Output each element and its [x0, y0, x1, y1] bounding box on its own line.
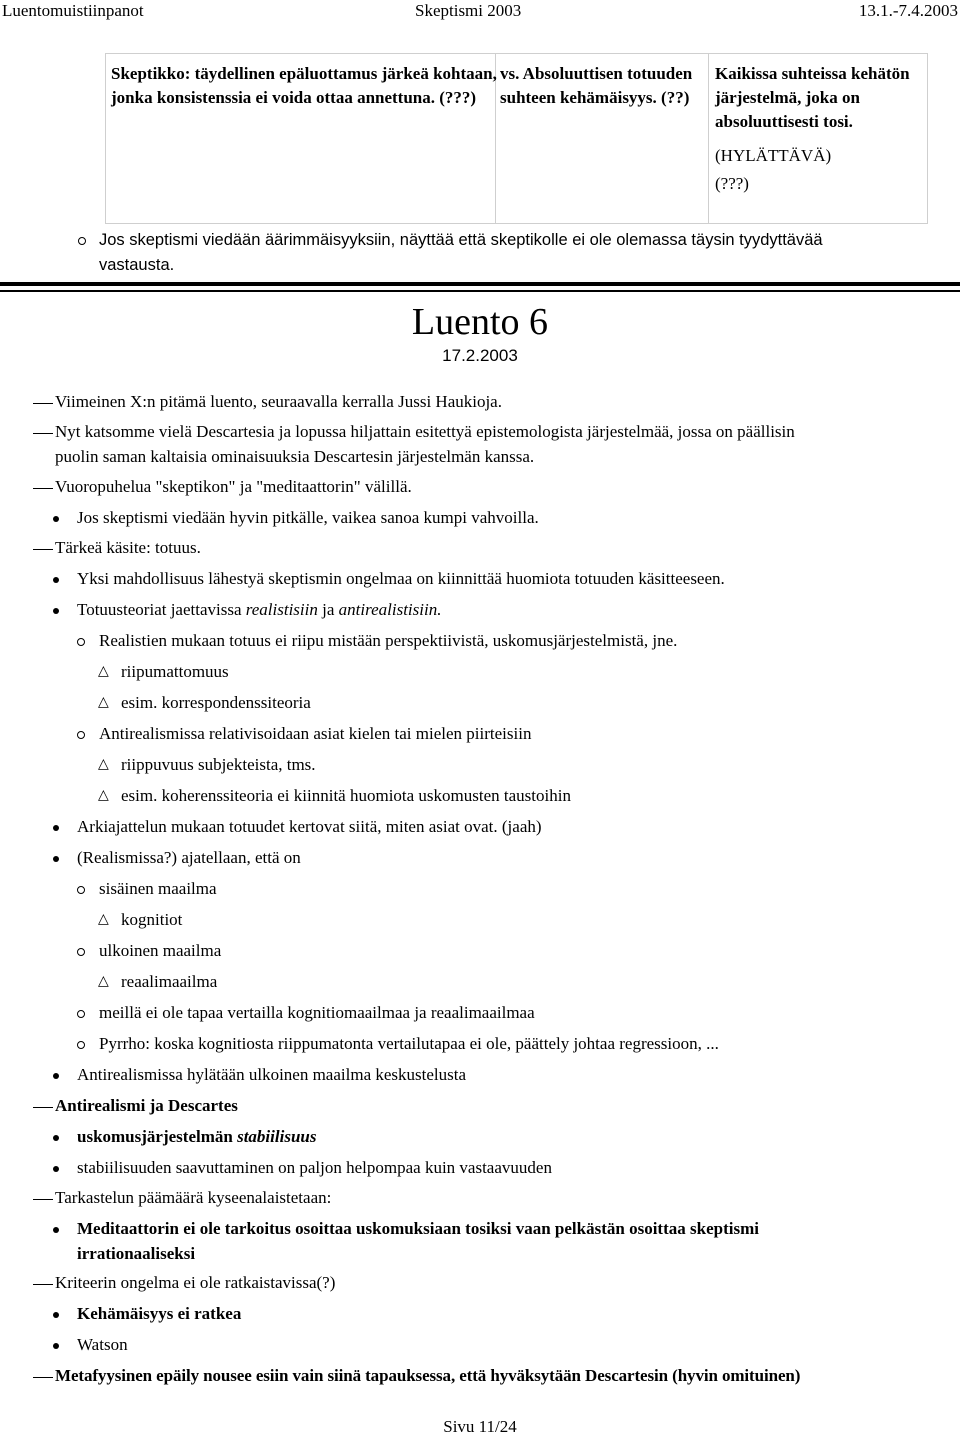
circle-marker — [77, 1000, 85, 1025]
table-cell-circularity: vs. Absoluuttisen totuuden suhteen kehämäisyys. (??) — [500, 64, 693, 107]
list-item: reaalimaailma — [121, 972, 218, 991]
list-item: Arkiajattelun mukaan totuudet kertovat siitä, miten asiat ovat. (jaah) — [77, 817, 542, 836]
list-item: Antirealismissa relativisoidaan asiat kielen tai mielen piirteisiin — [99, 724, 532, 743]
list-item: riipumattomuus — [121, 662, 229, 681]
triangle-marker: △ — [98, 974, 109, 989]
section-heading: Antirealismi ja Descartes — [55, 1096, 238, 1115]
header-left: Luentomuistiinpanot — [2, 1, 144, 20]
list-item-text: Jos skeptismi viedään äärimmäisyyksiin, näyttää että skeptikolle ei ole olemassa täysin tyydyttävää — [99, 231, 823, 249]
list-item: Meditaattorin ei ole tarkoitus osoittaa uskomuksiaan tosiksi vaan pelkästän osoittaa skeptismi — [77, 1219, 759, 1238]
triangle-marker: △ — [98, 757, 109, 772]
list-item: irrationaaliseksi — [77, 1244, 196, 1263]
list-item: Pyrrho: koska kognitiosta riippumatonta vertailutapaa ei ole, päättely johtaa regressioon, ... — [99, 1034, 719, 1053]
bullet-marker — [53, 814, 59, 839]
triangle-marker: △ — [98, 912, 109, 927]
triangle-marker: △ — [98, 788, 109, 803]
list-item: Yksi mahdollisuus lähestyä skeptismin ongelmaa on kiinnittää huomiota totuuden käsitteeseen. — [77, 569, 725, 588]
list-item: Watson — [77, 1335, 128, 1354]
list-item: Kriteerin ongelma ei ole ratkaistavissa(?) — [55, 1273, 336, 1292]
bullet-marker — [53, 1155, 59, 1180]
table-cell-text: Kaikissa suhteissa kehätön järjestelmä, joka on absoluuttisesti tosi. — [715, 64, 910, 131]
bullet-marker — [53, 505, 59, 530]
circle-marker — [77, 938, 85, 963]
lecture-date: 17.2.2003 — [442, 346, 518, 365]
triangle-marker: △ — [98, 695, 109, 710]
bullet-marker — [53, 1332, 59, 1357]
table-note-question: (???) — [715, 174, 749, 193]
list-item: meillä ei ole tapaa vertailla kognitiomaailmaa ja reaalimaailmaa — [99, 1003, 535, 1022]
list-item: Nyt katsomme vielä Descartesia ja lopussa hiljattain esitettyä epistemologista järjestelmää, jossa on päällisin — [55, 422, 795, 441]
table-divider — [708, 54, 709, 223]
dash-marker — [33, 1270, 53, 1295]
divider-thin — [0, 290, 960, 292]
list-item: puolin saman kaltaisia ominaisuuksia Descartesin järjestelmän kanssa. — [55, 447, 535, 466]
list-item: riippuvuus subjekteista, tms. — [121, 755, 316, 774]
list-item: stabiilisuuden saavuttaminen on paljon helpompaa kuin vastaavuuden — [77, 1158, 552, 1177]
list-item: uskomusjärjestelmän stabiilisuus — [77, 1127, 317, 1146]
table-cell-absolute-system — [715, 62, 925, 196]
list-item-text: vastausta. — [99, 256, 175, 274]
dash-marker — [33, 535, 53, 560]
bullet-marker — [53, 1301, 59, 1326]
dash-marker — [33, 1185, 53, 1210]
circle-marker — [77, 1031, 85, 1056]
list-item: Tarkastelun päämäärä kyseenalaistetaan: — [55, 1188, 332, 1207]
dash-marker — [33, 474, 53, 499]
page-number: Sivu 11/24 — [443, 1417, 517, 1436]
circle-marker — [77, 721, 85, 746]
divider-thick — [0, 282, 960, 286]
dash-marker — [33, 419, 53, 444]
bullet-marker — [53, 1124, 59, 1149]
list-item: Realistien mukaan totuus ei riipu mistään perspektiivistä, uskomusjärjestelmistä, jne. — [99, 631, 678, 650]
circle-marker — [77, 876, 85, 901]
dash-marker — [33, 1093, 53, 1118]
dash-marker — [33, 1363, 53, 1388]
list-item: Totuusteoriat jaettavissa realistisiin ja antirealistisiin. — [77, 600, 442, 619]
lecture-title: Luento 6 — [411, 301, 549, 343]
bullet-marker — [53, 845, 59, 870]
list-item: Vuoropuhelua "skeptikon" ja "meditaattorin" välillä. — [55, 477, 412, 496]
table-cell-skeptic: Skeptikko: täydellinen epäluottamus järkeä kohtaan, jonka konsistenssia ei voida ottaa annettuna. (???) — [111, 64, 497, 107]
list-item: Viimeinen X:n pitämä luento, seuraavalla kerralla Jussi Haukioja. — [55, 392, 502, 411]
table-note-rejected: (HYLÄTTÄVÄ) — [715, 146, 832, 165]
list-item: esim. koherenssiteoria ei kiinnitä huomiota uskomusten taustoihin — [121, 786, 571, 805]
list-item: Antirealismissa hylätään ulkoinen maailma keskustelusta — [77, 1065, 467, 1084]
list-item: (Realismissa?) ajatellaan, että on — [77, 848, 301, 867]
circle-marker — [77, 628, 85, 653]
list-item: Kehämäisyys ei ratkea — [77, 1304, 242, 1323]
page-header — [0, 0, 960, 26]
bullet-marker — [53, 1216, 59, 1241]
list-item: Jos skeptismi viedään hyvin pitkälle, vaikea sanoa kumpi vahvoilla. — [77, 508, 539, 527]
dash-marker — [33, 389, 53, 414]
comparison-table — [105, 53, 928, 224]
list-item: sisäinen maailma — [99, 879, 217, 898]
triangle-marker: △ — [98, 664, 109, 679]
list-item: Tärkeä käsite: totuus. — [55, 538, 201, 557]
bullet-marker — [53, 597, 59, 622]
bullet-marker — [53, 1062, 59, 1087]
bullet-marker — [53, 566, 59, 591]
header-right: 13.1.-7.4.2003 — [858, 1, 958, 20]
list-item: kognitiot — [121, 910, 183, 929]
list-item: ulkoinen maailma — [99, 941, 222, 960]
list-item: Metafyysinen epäily nousee esiin vain siinä tapauksessa, että hyväksytään Descartesin (hyvin omituinen) — [55, 1366, 801, 1385]
list-item: esim. korrespondenssiteoria — [121, 693, 311, 712]
header-center: Skeptismi 2003 — [415, 1, 522, 20]
